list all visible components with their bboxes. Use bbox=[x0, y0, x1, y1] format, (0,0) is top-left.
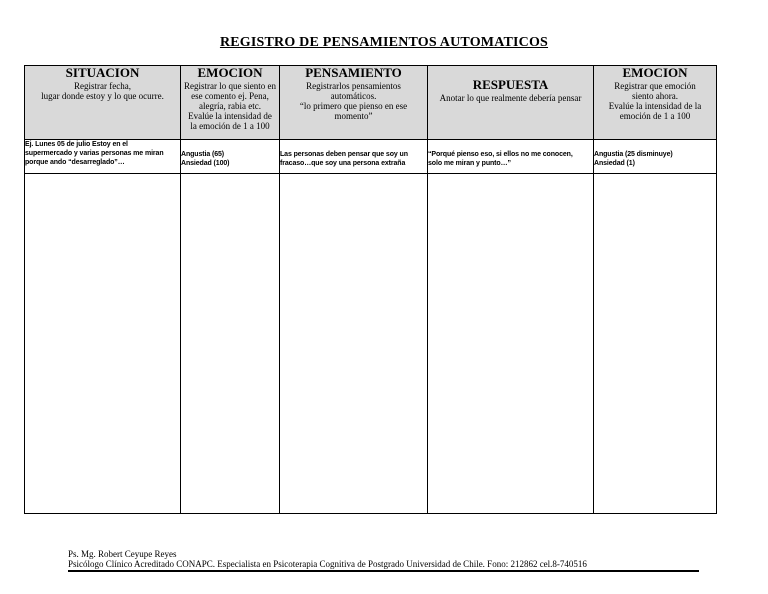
column-header-emocion-2 bbox=[594, 66, 717, 140]
column-subtitle: Anotar lo que realmente debería pensar bbox=[439, 93, 582, 103]
column-subtitle: Registrar lo que siento en bbox=[184, 81, 276, 91]
column-subtitle: lugar donde estoy y lo que ocurre. bbox=[41, 91, 164, 101]
example-text-line: solo me miran y punto…” bbox=[428, 160, 511, 167]
column-subtitle: la emoción de 1 a 100 bbox=[190, 121, 270, 131]
entry-cell-situacion[interactable] bbox=[25, 174, 181, 514]
thought-record-table bbox=[24, 65, 717, 514]
example-cell-emocion bbox=[181, 140, 280, 174]
example-cell-emocion-2 bbox=[594, 140, 717, 174]
example-cell-situacion bbox=[25, 140, 181, 174]
footer-author: Ps. Mg. Robert Ceyupe Reyes bbox=[68, 549, 177, 559]
example-cell-pensamiento bbox=[280, 140, 428, 174]
entry-cell-emocion-2[interactable] bbox=[594, 174, 717, 514]
column-subtitle: automáticos. bbox=[330, 91, 377, 101]
header-row bbox=[25, 66, 717, 140]
column-subtitle: alegría, rabia etc. bbox=[199, 101, 261, 111]
example-cell-respuesta bbox=[428, 140, 594, 174]
entry-row bbox=[25, 174, 717, 514]
entry-cell-emocion[interactable] bbox=[181, 174, 280, 514]
column-subtitle: Registrar fecha, bbox=[74, 81, 131, 91]
column-subtitle: momento” bbox=[334, 111, 373, 121]
footer-credentials: Psicólogo Clínico Acreditado CONAPC. Especialista en Psicoterapia Cognitiva de Postgrado Universidad de Chile. Fono: 212862 cel.8-740516 bbox=[68, 559, 699, 572]
example-text-line: Angustia (25 disminuye) bbox=[594, 151, 673, 158]
example-text-line: fracaso…que soy una persona extraña bbox=[280, 160, 406, 167]
column-header-respuesta bbox=[428, 66, 594, 140]
column-subtitle: Evalúe la intensidad de la bbox=[608, 101, 702, 111]
column-subtitle: ese comento ej. Pena, bbox=[191, 91, 269, 101]
entry-cell-respuesta[interactable] bbox=[428, 174, 594, 514]
example-text-line: Ansiedad (1) bbox=[594, 160, 635, 167]
example-text-line: Las personas deben pensar que soy un bbox=[280, 151, 408, 158]
example-text-line: “Porqué pienso eso, si ellos no me conocen, bbox=[428, 151, 573, 158]
example-text-line: supermercado y varias personas me miran bbox=[25, 150, 164, 157]
example-text-line: Ej. Lunes 05 de julio Estoy en el bbox=[25, 141, 128, 148]
example-row bbox=[25, 140, 717, 174]
column-subtitle: Evalúe la intensidad de bbox=[188, 111, 272, 121]
column-subtitle: “lo primero que pienso en ese bbox=[299, 101, 408, 111]
example-text-line: Angustia (65) bbox=[181, 151, 225, 158]
column-subtitle: Registrar que emoción bbox=[614, 81, 696, 91]
column-subtitle: emoción de 1 a 100 bbox=[619, 111, 691, 121]
column-header-emocion bbox=[181, 66, 280, 140]
column-title: SITUACION bbox=[65, 65, 140, 80]
column-title: EMOCION bbox=[622, 65, 688, 80]
column-header-pensamiento bbox=[280, 66, 428, 140]
column-title: RESPUESTA bbox=[472, 77, 549, 92]
document-title: REGISTRO DE PENSAMIENTOS AUTOMATICOS bbox=[219, 35, 549, 50]
column-subtitle: Registrarlos pensamientos bbox=[306, 81, 401, 91]
column-title: EMOCION bbox=[197, 65, 263, 80]
example-text-line: porque ando “desarreglado”… bbox=[25, 159, 125, 166]
example-text-line: Ansiedad (100) bbox=[181, 160, 230, 167]
entry-cell-pensamiento[interactable] bbox=[280, 174, 428, 514]
column-header-situacion bbox=[25, 66, 181, 140]
column-subtitle: siento ahora. bbox=[632, 91, 678, 101]
column-title: PENSAMIENTO bbox=[305, 65, 402, 80]
